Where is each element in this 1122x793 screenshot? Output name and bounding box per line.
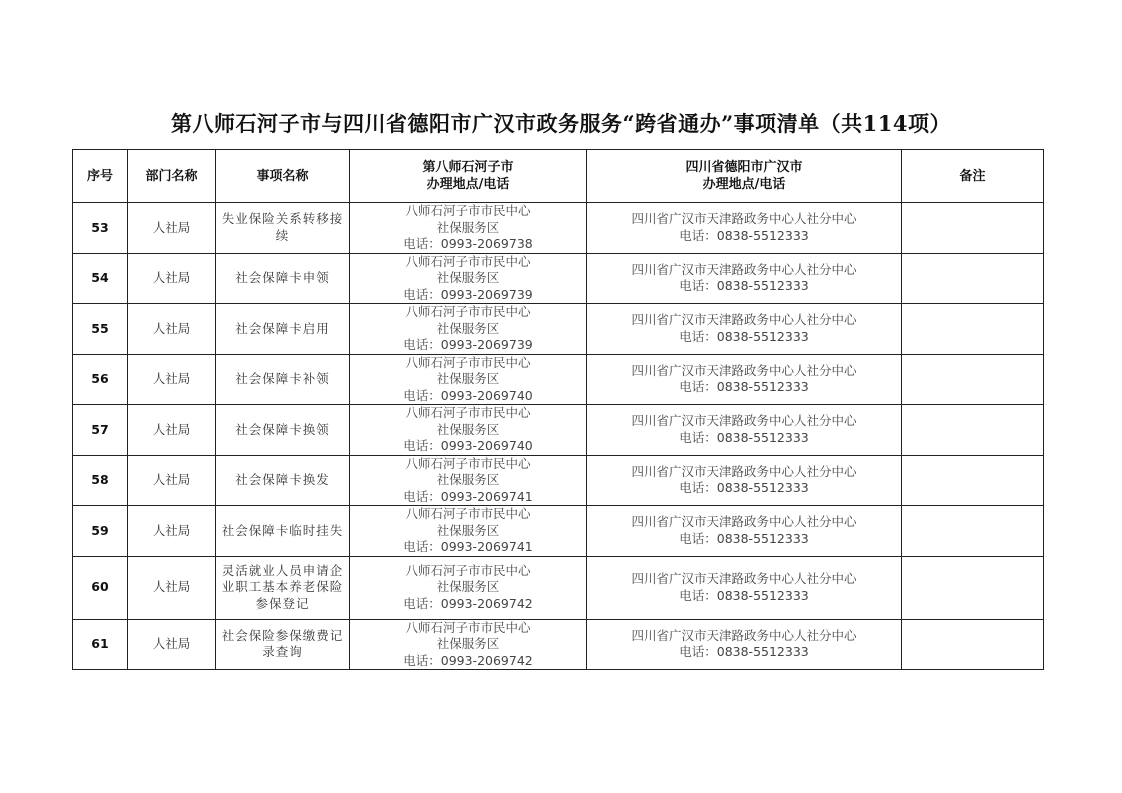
guanghan-location-line1: 四川省广汉市天津路政务中心人社分中心 [631, 514, 857, 530]
row-dept: 人社局 [128, 455, 216, 506]
row-note [902, 455, 1044, 506]
guanghan-location-line1: 四川省广汉市天津路政务中心人社分中心 [631, 261, 857, 277]
row-shihezi-location [350, 619, 587, 670]
shihezi-location-line2: 社保服务区 [436, 371, 500, 386]
shihezi-location-line1: 八师石河子市市民中心 [405, 304, 531, 319]
header-shihezi-line1: 第八师石河子市 [422, 160, 514, 175]
row-item: 灵活就业人员申请企业职工基本养老保险参保登记 [216, 556, 350, 619]
shihezi-location-line2: 社保服务区 [436, 636, 500, 651]
row-seq: 53 [73, 203, 128, 254]
guanghan-phone: 电话：0838-5512333 [679, 379, 809, 395]
row-item: 社会保险参保缴费记录查询 [216, 619, 350, 670]
guanghan-location-line1: 四川省广汉市天津路政务中心人社分中心 [631, 627, 857, 643]
row-item: 社会保障卡换领 [216, 405, 350, 456]
table-row [73, 506, 1044, 557]
guanghan-phone: 电话：0838-5512333 [679, 480, 809, 496]
guanghan-phone: 电话：0838-5512333 [679, 278, 809, 294]
document-title: 第八师石河子市与四川省德阳市广汉市政务服务“跨省通办”事项清单（共114项） [171, 111, 951, 136]
header-guanghan-line2: 办理地点/电话 [702, 177, 786, 192]
shihezi-location-line2: 社保服务区 [436, 472, 500, 487]
row-seq: 57 [73, 405, 128, 456]
row-dept: 人社局 [128, 619, 216, 670]
guanghan-phone: 电话：0838-5512333 [679, 644, 809, 660]
row-item: 失业保险关系转移接续 [216, 203, 350, 254]
row-note [902, 506, 1044, 557]
shihezi-location-line1: 八师石河子市市民中心 [405, 405, 531, 420]
row-seq: 56 [73, 354, 128, 405]
shihezi-phone: 电话：0993-2069739 [403, 337, 533, 352]
row-shihezi-location [350, 556, 587, 619]
guanghan-phone: 电话：0838-5512333 [679, 328, 809, 344]
row-guanghan-location [587, 354, 902, 405]
row-shihezi-location [350, 405, 587, 456]
guanghan-location-line1: 四川省广汉市天津路政务中心人社分中心 [631, 362, 857, 378]
shihezi-location-line1: 八师石河子市市民中心 [405, 203, 531, 218]
row-item: 社会保障卡申领 [216, 253, 350, 304]
row-item: 社会保障卡临时挂失 [216, 506, 350, 557]
shihezi-location-line1: 八师石河子市市民中心 [405, 354, 531, 370]
shihezi-location-line1: 八师石河子市市民中心 [405, 619, 531, 635]
row-note [902, 354, 1044, 405]
row-seq: 55 [73, 304, 128, 355]
guanghan-location-line1: 四川省广汉市天津路政务中心人社分中心 [631, 312, 857, 328]
services-table [72, 149, 1044, 670]
header-seq: 序号 [73, 150, 128, 203]
guanghan-location-line1: 四川省广汉市天津路政务中心人社分中心 [631, 571, 857, 586]
table-row [73, 354, 1044, 405]
table-row [73, 304, 1044, 355]
table-row [73, 455, 1044, 506]
row-guanghan-location [587, 556, 902, 619]
table-row [73, 253, 1044, 304]
header-dept: 部门名称 [128, 150, 216, 203]
guanghan-phone: 电话：0838-5512333 [679, 227, 809, 243]
shihezi-location-line2: 社保服务区 [436, 320, 500, 336]
row-shihezi-location [350, 506, 587, 557]
guanghan-phone: 电话：0838-5512333 [679, 429, 809, 445]
row-note [902, 253, 1044, 304]
shihezi-phone: 电话：0993-2069741 [403, 488, 533, 504]
shihezi-location-line2: 社保服务区 [436, 579, 500, 595]
row-dept: 人社局 [128, 556, 216, 619]
row-note [902, 619, 1044, 670]
shihezi-location-line2: 社保服务区 [436, 421, 500, 437]
row-guanghan-location [587, 405, 902, 456]
guanghan-phone: 电话：0838-5512333 [679, 530, 809, 546]
row-note [902, 556, 1044, 619]
row-item: 社会保障卡换发 [216, 455, 350, 506]
table-row [73, 203, 1044, 254]
row-note [902, 405, 1044, 456]
shihezi-phone: 电话：0993-2069742 [403, 652, 533, 668]
row-seq: 60 [73, 556, 128, 619]
shihezi-location-line1: 八师石河子市市民中心 [405, 506, 531, 521]
shihezi-location-line1: 八师石河子市市民中心 [405, 455, 531, 471]
shihezi-location-line1: 八师石河子市市民中心 [405, 562, 531, 578]
shihezi-phone: 电话：0993-2069740 [403, 387, 533, 403]
row-shihezi-location [350, 304, 587, 355]
guanghan-location-line1: 四川省广汉市天津路政务中心人社分中心 [631, 463, 857, 479]
row-seq: 61 [73, 619, 128, 670]
row-dept: 人社局 [128, 304, 216, 355]
row-guanghan-location [587, 304, 902, 355]
row-seq: 59 [73, 506, 128, 557]
shihezi-phone: 电话：0993-2069741 [403, 539, 533, 554]
guanghan-location-line1: 四川省广汉市天津路政务中心人社分中心 [631, 211, 857, 227]
row-dept: 人社局 [128, 253, 216, 304]
header-item: 事项名称 [216, 150, 350, 203]
header-guanghan-location [587, 150, 902, 203]
header-note: 备注 [902, 150, 1044, 203]
row-note [902, 203, 1044, 254]
shihezi-location-line1: 八师石河子市市民中心 [405, 253, 531, 269]
row-dept: 人社局 [128, 506, 216, 557]
row-note [902, 304, 1044, 355]
row-dept: 人社局 [128, 203, 216, 254]
shihezi-phone: 电话：0993-2069738 [403, 236, 533, 251]
shihezi-location-line2: 社保服务区 [436, 270, 500, 285]
shihezi-phone: 电话：0993-2069740 [403, 438, 533, 453]
row-guanghan-location [587, 455, 902, 506]
shihezi-location-line2: 社保服务区 [436, 219, 500, 235]
row-shihezi-location [350, 203, 587, 254]
shihezi-phone: 电话：0993-2069739 [403, 286, 533, 302]
row-guanghan-location [587, 506, 902, 557]
row-seq: 54 [73, 253, 128, 304]
row-shihezi-location [350, 253, 587, 304]
row-shihezi-location [350, 455, 587, 506]
table-row [73, 405, 1044, 456]
row-guanghan-location [587, 619, 902, 670]
header-shihezi-line2: 办理地点/电话 [426, 177, 510, 192]
shihezi-phone: 电话：0993-2069742 [403, 595, 533, 611]
row-dept: 人社局 [128, 405, 216, 456]
header-shihezi-location [350, 150, 587, 203]
table-row [73, 556, 1044, 619]
guanghan-location-line1: 四川省广汉市天津路政务中心人社分中心 [631, 413, 857, 429]
row-shihezi-location [350, 354, 587, 405]
row-seq: 58 [73, 455, 128, 506]
row-guanghan-location [587, 203, 902, 254]
shihezi-location-line2: 社保服务区 [436, 522, 500, 538]
table-row [73, 619, 1044, 670]
table-header-row [73, 150, 1044, 203]
row-item: 社会保障卡启用 [216, 304, 350, 355]
header-guanghan-line1: 四川省德阳市广汉市 [685, 160, 803, 175]
row-item: 社会保障卡补领 [216, 354, 350, 405]
row-dept: 人社局 [128, 354, 216, 405]
row-guanghan-location [587, 253, 902, 304]
guanghan-phone: 电话：0838-5512333 [679, 587, 809, 603]
